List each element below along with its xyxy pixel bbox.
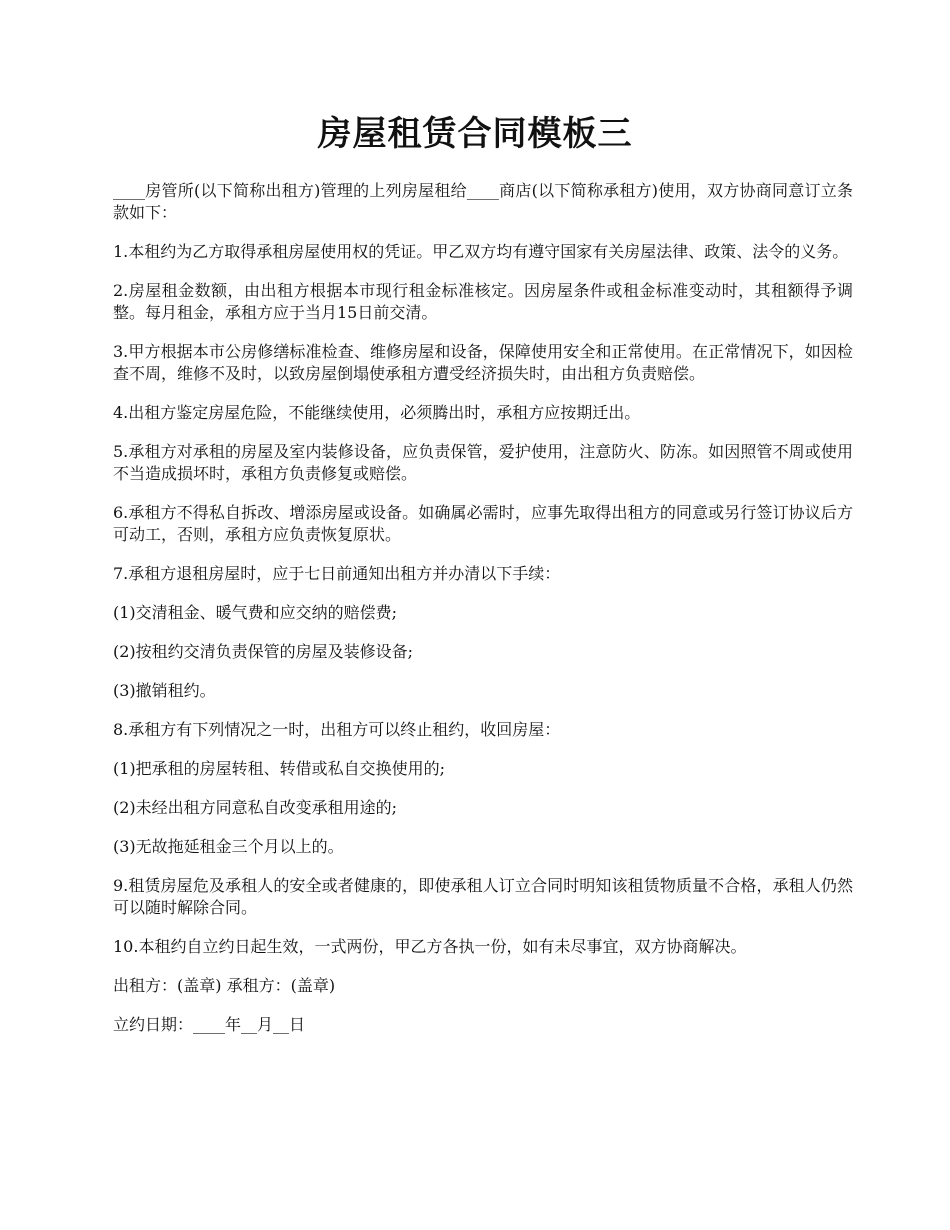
date-line: 立约日期：____年__月__日 <box>113 1015 306 1034</box>
clause-8-item-1: (1)把承租的房屋转租、转借或私自交换使用的; <box>113 759 446 778</box>
signature-line: 出租方：(盖章) 承租方：(盖章) <box>113 976 336 995</box>
clause-9: 9.租赁房屋危及承租人的安全或者健康的，即使承租人订立合同时明知该租赁物质量不合格，承租人仍然可以随时解除合同。 <box>113 876 853 917</box>
clause-5: 5.承租方对承租的房屋及室内装修设备，应负责保管，爱护使用，注意防火、防冻。如因照管不周或使用不当造成损坏时，承租方负责修复或赔偿。 <box>113 442 853 483</box>
clause-3: 3.甲方根据本市公房修缮标准检查、维修房屋和设备，保障使用安全和正常使用。在正常情况下，如因检查不周，维修不及时，以致房屋倒塌使承租方遭受经济损失时，由出租方负责赔偿。 <box>113 342 853 383</box>
clause-8-item-2: (2)未经出租方同意私自改变承租用途的; <box>113 798 398 817</box>
clause-10: 10.本租约自立约日起生效，一式两份，甲乙方各执一份，如有未尽事宜，双方协商解决。 <box>113 937 747 956</box>
document-title: 房屋租赁合同模板三 <box>317 114 633 154</box>
clause-2: 2.房屋租金数额，由出租方根据本市现行租金标准核定。因房屋条件或租金标准变动时，其租额得予调整。每月租金，承租方应于当月15日前交清。 <box>113 281 853 322</box>
clause-7-item-3: (3)撤销租约。 <box>113 681 216 700</box>
clause-1: 1.本租约为乙方取得承租房屋使用权的凭证。甲乙双方均有遵守国家有关房屋法律、政策、法令的义务。 <box>113 242 849 261</box>
clause-8: 8.承租方有下列情况之一时，出租方可以终止租约，收回房屋： <box>113 720 561 739</box>
clause-7: 7.承租方退租房屋时，应于七日前通知出租方并办清以下手续： <box>113 564 561 583</box>
clause-7-item-2: (2)按租约交清负责保管的房屋及装修设备; <box>113 642 414 661</box>
document-body <box>113 180 853 1053</box>
intro-paragraph: ____房管所(以下简称出租方)管理的上列房屋租给____商店(以下简称承租方)使用，双方协商同意订立条款如下： <box>113 181 853 222</box>
clause-7-item-1: (1)交清租金、暖气费和应交纳的赔偿费; <box>113 603 398 622</box>
clause-6: 6.承租方不得私自拆改、增添房屋或设备。如确属必需时，应事先取得出租方的同意或另行签订协议后方可动工，否则，承租方应负责恢复原状。 <box>113 503 853 544</box>
clause-4: 4.出租方鉴定房屋危险，不能继续使用，必须腾出时，承租方应按期迁出。 <box>113 403 641 422</box>
clause-8-item-3: (3)无故拖延租金三个月以上的。 <box>113 837 344 856</box>
